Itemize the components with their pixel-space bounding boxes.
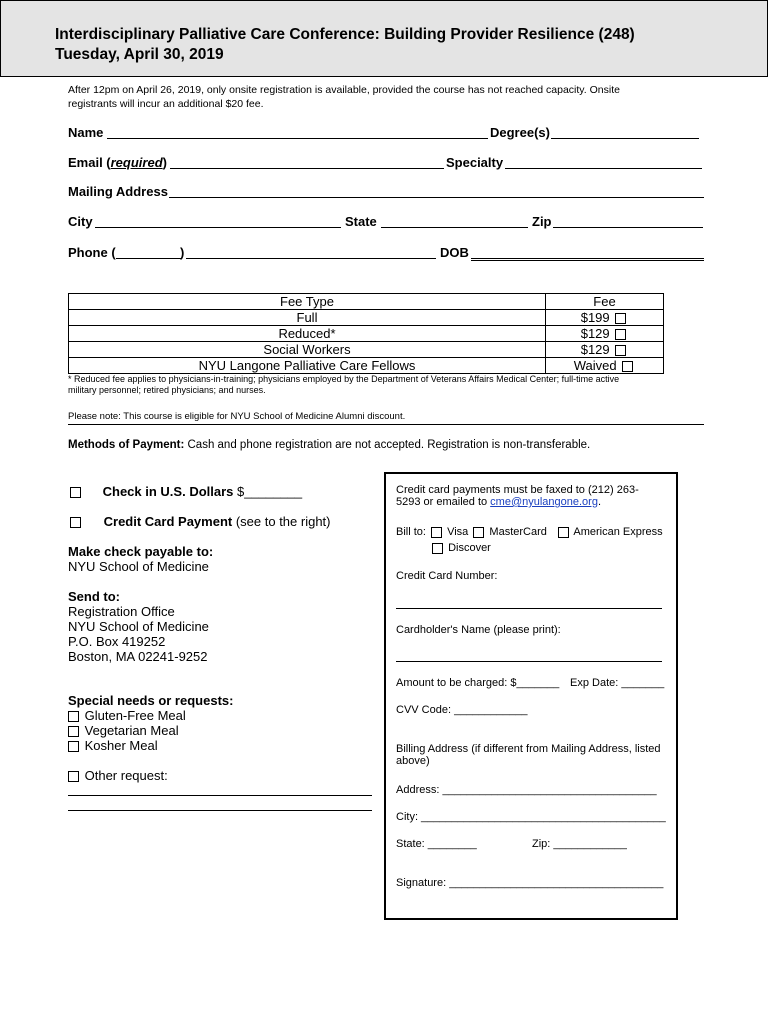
dob-label: DOB <box>440 245 469 260</box>
check-amount-field[interactable]: $________ <box>237 484 303 499</box>
amex-checkbox[interactable] <box>558 527 569 538</box>
card-number-field[interactable] <box>396 608 662 609</box>
payable-value: NYU School of Medicine <box>68 559 209 574</box>
check-label: Check in U.S. Dollars <box>102 484 234 499</box>
alumni-discount-note: Please note: This course is eligible for NYU School of Medicine Alumni discount. <box>68 411 406 422</box>
discover-checkbox[interactable] <box>432 543 443 554</box>
fee-type-header: Fee Type <box>69 294 546 310</box>
name-label: Name <box>68 125 104 140</box>
payment-methods-label: Methods of Payment: <box>68 439 185 451</box>
fee-amount-cell: $199 <box>546 310 664 326</box>
fax-instructions: Credit card payments must be faxed to (212) 263- 5293 or emailed to cme@nyulangone.org. <box>396 484 639 508</box>
phone-area-code-field[interactable] <box>116 258 182 259</box>
other-request-label: Other request: <box>84 768 168 783</box>
reduced-fee-checkbox[interactable] <box>615 329 626 340</box>
state-field[interactable] <box>381 227 528 228</box>
degrees-label: Degree(s) <box>490 125 550 140</box>
footnote-line-2: military personnel; retired physicians; and nurses. <box>68 385 266 395</box>
city-label: City <box>68 214 93 229</box>
fee-footnote <box>68 374 619 396</box>
full-fee-checkbox[interactable] <box>615 313 626 324</box>
billing-zip-field[interactable]: Zip: ____________ <box>532 838 627 850</box>
fellows-fee-checkbox[interactable] <box>622 361 633 372</box>
city-field[interactable] <box>95 227 341 228</box>
fee-row-fellows <box>69 358 664 374</box>
send-line: P.O. Box 419252 <box>68 634 166 649</box>
name-field[interactable] <box>107 138 488 139</box>
fee-type-cell: Social Workers <box>69 342 546 358</box>
specialty-label: Specialty <box>446 155 504 170</box>
fee-header: Fee <box>546 294 664 310</box>
other-request-line-2[interactable] <box>68 810 372 811</box>
dob-field[interactable] <box>471 258 704 259</box>
cardholder-name-field[interactable] <box>396 661 662 662</box>
registration-notice <box>68 83 708 111</box>
vegetarian-checkbox[interactable] <box>68 726 79 737</box>
discover-row: Discover <box>430 542 491 554</box>
bill-to-row: Bill to: Visa MasterCard American Express <box>396 526 663 538</box>
other-request-checkbox[interactable] <box>68 771 79 782</box>
billing-address-note: Billing Address (if different from Mailing Address, listed above) <box>396 743 661 767</box>
mastercard-checkbox[interactable] <box>473 527 484 538</box>
other-request-option <box>68 768 168 783</box>
send-line: Boston, MA 02241-9252 <box>68 649 208 664</box>
fee-table-header <box>69 294 664 310</box>
fee-type-cell: Full <box>69 310 546 326</box>
phone-label: Phone ( <box>68 245 116 260</box>
special-needs-section <box>68 693 233 753</box>
billing-city-field[interactable]: City: ________________________________________ <box>396 811 666 823</box>
payment-methods-line <box>68 439 590 451</box>
credit-card-panel <box>384 472 678 920</box>
send-line: NYU School of Medicine <box>68 619 209 634</box>
payable-label: Make check payable to: <box>68 544 214 559</box>
footnote-line-1: * Reduced fee applies to physicians-in-training; physicians employed by the Department of Veterans Affairs Medical Center; full-time active <box>68 374 620 384</box>
header-banner <box>0 0 768 77</box>
send-to-label: Send to: <box>68 589 120 604</box>
phone-close-paren: ) <box>180 245 185 260</box>
fee-amount-cell: $129 <box>546 326 664 342</box>
email-label: Email (required) <box>68 155 167 170</box>
credit-label: Credit Card Payment <box>103 514 233 529</box>
section-divider <box>68 424 704 425</box>
fee-amount-cell: $129 <box>546 342 664 358</box>
visa-checkbox[interactable] <box>431 527 442 538</box>
fee-amount-cell: Waived <box>546 358 664 374</box>
state-label: State <box>345 214 377 229</box>
gluten-free-checkbox[interactable] <box>68 711 79 722</box>
special-option-gluten-free: Gluten-Free Meal <box>68 708 233 723</box>
dob-double-rule <box>471 260 704 261</box>
cardholder-name-label: Cardholder's Name (please print): <box>396 624 561 636</box>
fee-type-cell: NYU Langone Palliative Care Fellows <box>69 358 546 374</box>
conference-date: Tuesday, April 30, 2019 <box>55 46 224 63</box>
mailing-address-label: Mailing Address <box>68 184 168 199</box>
cme-email-link[interactable]: cme@nyulangone.org <box>490 496 598 508</box>
kosher-checkbox[interactable] <box>68 741 79 752</box>
billing-address-field[interactable]: Address: ___________________________________ <box>396 784 657 796</box>
check-payment-checkbox[interactable] <box>70 487 81 498</box>
cvv-field[interactable]: CVV Code: ____________ <box>396 704 528 716</box>
exp-date-field[interactable]: Exp Date: _______ <box>570 677 665 689</box>
send-line: Registration Office <box>68 604 175 619</box>
card-number-label: Credit Card Number: <box>396 570 498 582</box>
notice-line-1: After 12pm on April 26, 2019, only onsite registration is available, provided the course has not reached capacity. Onsite <box>68 84 620 96</box>
amount-field[interactable]: Amount to be charged: $_______ <box>396 677 560 689</box>
social-workers-fee-checkbox[interactable] <box>615 345 626 356</box>
credit-option <box>68 514 331 529</box>
send-to-section <box>68 589 209 664</box>
billing-state-field[interactable]: State: ________ <box>396 838 477 850</box>
phone-number-field[interactable] <box>186 258 436 259</box>
specialty-field[interactable] <box>505 168 702 169</box>
zip-field[interactable] <box>553 227 703 228</box>
mailing-address-field[interactable] <box>169 197 704 198</box>
signature-field[interactable]: Signature: ___________________________________ <box>396 877 664 889</box>
page-title: Interdisciplinary Palliative Care Conference: Building Provider Resilience (248) <box>55 26 635 43</box>
credit-payment-checkbox[interactable] <box>70 517 81 528</box>
fee-table <box>68 293 664 374</box>
payment-methods-text: Cash and phone registration are not accepted. Registration is non-transferable. <box>187 439 591 451</box>
other-request-line-1[interactable] <box>68 795 372 796</box>
special-option-vegetarian: Vegetarian Meal <box>68 723 233 738</box>
check-option <box>68 484 302 499</box>
fee-type-cell: Reduced* <box>69 326 546 342</box>
special-needs-label: Special needs or requests: <box>68 693 234 708</box>
credit-note: (see to the right) <box>235 514 331 529</box>
payable-section <box>68 544 213 574</box>
fee-row-social-workers <box>69 342 664 358</box>
degrees-field[interactable] <box>551 138 699 139</box>
special-option-kosher: Kosher Meal <box>68 738 233 753</box>
notice-line-2: registrants will incur an additional $20 fee. <box>68 98 264 110</box>
email-field[interactable] <box>170 168 444 169</box>
fee-row-full <box>69 310 664 326</box>
zip-label: Zip <box>532 214 552 229</box>
fee-row-reduced <box>69 326 664 342</box>
